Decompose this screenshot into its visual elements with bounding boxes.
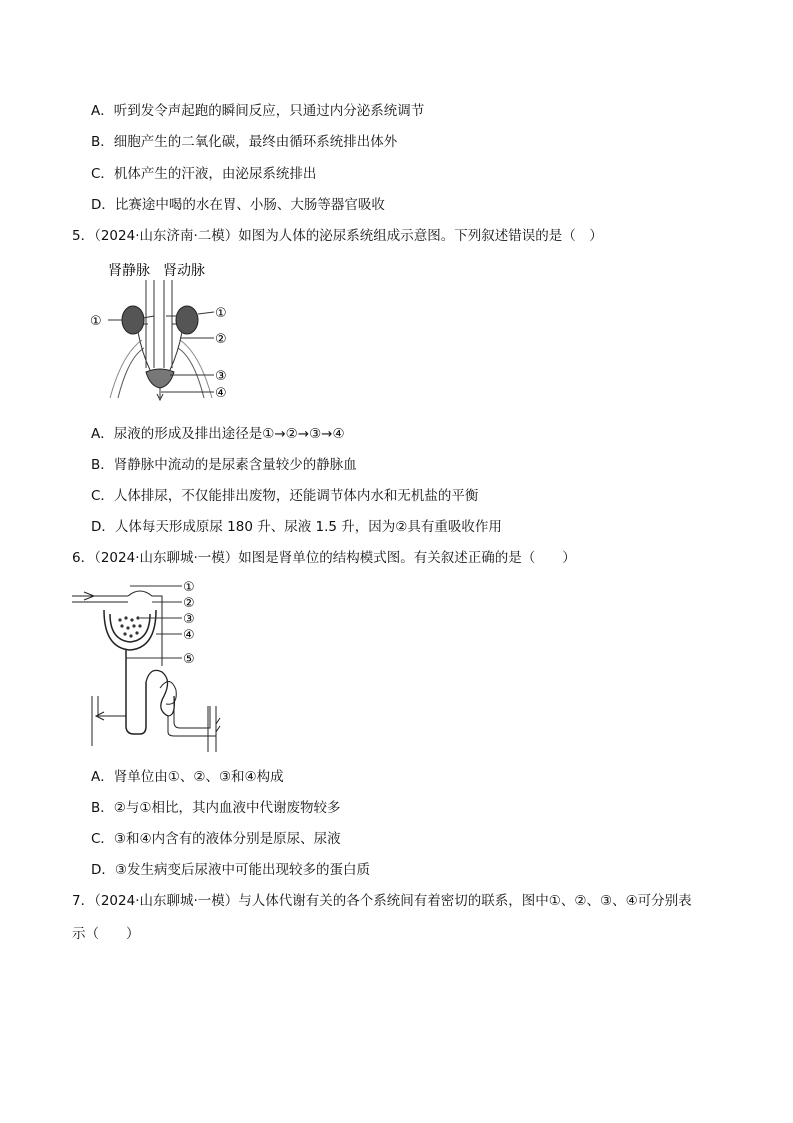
marker-2: ② bbox=[215, 332, 227, 347]
label-renal-vein: 肾静脉 bbox=[108, 263, 150, 279]
q6-option-a: A．肾单位由①、②、③和④构成 bbox=[91, 769, 284, 785]
right-kidney bbox=[176, 306, 198, 334]
urinary-system-figure bbox=[88, 258, 238, 408]
q4-option-a: A．听到发令声起跑的瞬间反应，只通过内分泌系统调节 bbox=[91, 103, 425, 119]
nephron-marker-1: ① bbox=[183, 580, 195, 595]
nephron-marker-4: ④ bbox=[183, 628, 195, 643]
bladder bbox=[146, 369, 174, 388]
q6-option-d: D．③发生病变后尿液中可能出现较多的蛋白质 bbox=[91, 862, 370, 878]
q5-stem: 5．（2024·山东济南·二模）如图为人体的泌尿系统组成示意图。下列叙述错误的是（ ） bbox=[72, 228, 603, 244]
q7-stem-line1: 7．（2024·山东聊城·一模）与人体代谢有关的各个系统间有着密切的联系，图中①、②、③、④可分别表 bbox=[72, 893, 692, 909]
q4-option-d: D．比赛途中喝的水在胃、小肠、大肠等器官吸收 bbox=[91, 197, 385, 213]
nephron-marker-5: ⑤ bbox=[183, 652, 195, 667]
marker-3: ③ bbox=[215, 369, 227, 384]
glomerulus bbox=[118, 616, 141, 637]
nephron-figure bbox=[70, 576, 240, 756]
q6-stem: 6．（2024·山东聊城·一模）如图是肾单位的结构模式图。有关叙述正确的是（ ） bbox=[72, 550, 576, 566]
q7-stem-line2: 示（ ） bbox=[72, 926, 140, 942]
marker-1-left: ① bbox=[90, 314, 102, 329]
q4-option-b: B．细胞产生的二氧化碳，最终由循环系统排出体外 bbox=[91, 134, 398, 150]
q6-option-c: C．③和④内含有的液体分别是原尿、尿液 bbox=[91, 831, 341, 847]
q6-option-b: B．②与①相比，其内血液中代谢废物较多 bbox=[91, 800, 341, 816]
q4-option-c: C．机体产生的汗液，由泌尿系统排出 bbox=[91, 166, 317, 182]
nephron-marker-3: ③ bbox=[183, 612, 195, 627]
nephron-marker-2: ② bbox=[183, 596, 195, 611]
q5-option-c: C．人体排尿，不仅能排出废物，还能调节体内水和无机盐的平衡 bbox=[91, 488, 479, 504]
q5-option-b: B．肾静脉中流动的是尿素含量较少的静脉血 bbox=[91, 457, 357, 473]
marker-1-right: ① bbox=[215, 306, 227, 321]
q5-option-a: A．尿液的形成及排出途径是①→②→③→④ bbox=[91, 426, 345, 442]
left-kidney bbox=[122, 306, 144, 334]
marker-4: ④ bbox=[215, 386, 227, 401]
label-renal-artery: 肾动脉 bbox=[163, 263, 205, 279]
q5-option-d: D．人体每天形成原尿 180 升、尿液 1.5 升，因为②具有重吸收作用 bbox=[91, 519, 502, 535]
